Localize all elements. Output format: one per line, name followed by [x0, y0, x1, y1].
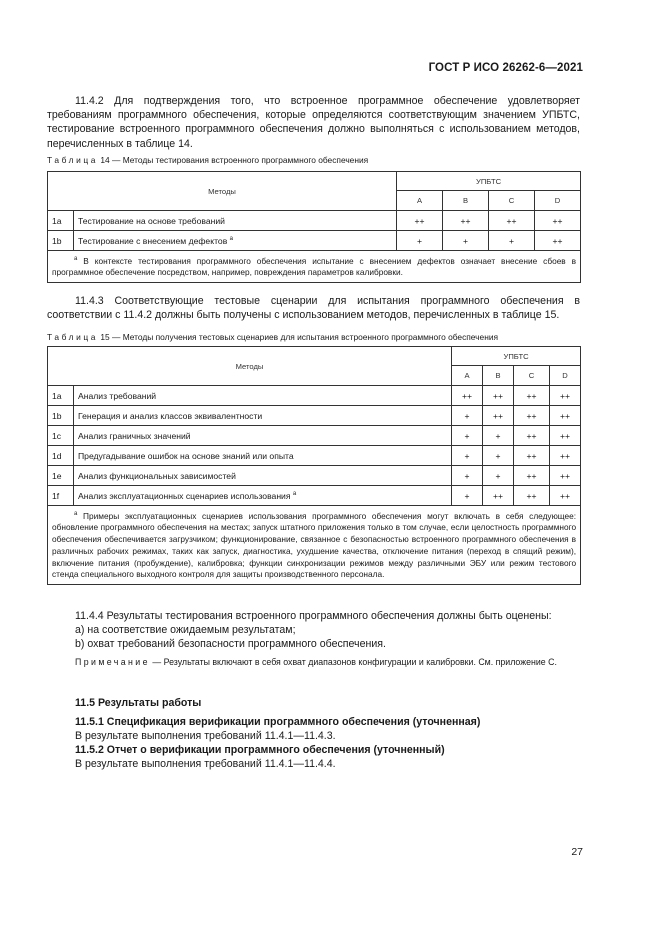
table-15-footnote — [48, 506, 581, 585]
value-a: + — [452, 486, 483, 506]
row-id: 1b — [48, 231, 74, 251]
row-id: 1a — [48, 386, 74, 406]
asil-header: УПБТС — [397, 172, 581, 191]
paragraph-number: 11.4.2 — [75, 95, 104, 107]
note-label: Примечание — [75, 657, 150, 667]
value-a: + — [452, 426, 483, 446]
asil-level-d: D — [535, 191, 581, 211]
paragraph-11-4-4 — [47, 609, 580, 623]
table-row — [48, 466, 581, 486]
asil-level-c: C — [514, 366, 550, 386]
paragraph-text: Соответствующие тестовые сценарии для испытания программного обеспечения в соответствии с 11.4.2 должны быть получены с использованием методов, перечисленных в таблице 15. — [47, 295, 580, 322]
asil-level-b: B — [443, 191, 489, 211]
section-heading-11-5: 11.5 Результаты работы — [75, 697, 202, 709]
value-b: ++ — [483, 386, 514, 406]
table-row — [48, 426, 581, 446]
row-id: 1d — [48, 446, 74, 466]
value-b: ++ — [483, 406, 514, 426]
paragraph-11-4-2 — [47, 94, 580, 151]
row-id: 1b — [48, 406, 74, 426]
section-text-11-5-2: В результате выполнения требований 11.4.1—11.4.4. — [75, 758, 336, 770]
value-d: ++ — [535, 231, 581, 251]
value-b: + — [443, 231, 489, 251]
asil-level-d: D — [550, 366, 581, 386]
note-paragraph — [47, 656, 580, 668]
caption-text: 14 — Методы тестирования встроенного программного обеспечения — [100, 155, 369, 165]
table-row — [48, 211, 581, 231]
value-d: ++ — [535, 211, 581, 231]
section-heading-11-5-2: 11.5.2 Отчет о верификации программного обеспечения (уточненный) — [75, 744, 445, 756]
section-heading-11-5-1: 11.5.1 Спецификация верификации программного обеспечения (уточненная) — [75, 716, 481, 728]
value-c: ++ — [514, 466, 550, 486]
asil-level-c: C — [489, 191, 535, 211]
row-method: Тестирование на основе требований — [74, 211, 397, 231]
value-b: + — [483, 426, 514, 446]
methods-header: Методы — [48, 172, 397, 211]
asil-level-b: B — [483, 366, 514, 386]
footnote-text: Примеры эксплуатационных сценариев использования программного обеспечения могут включать в себя следующее: обновление программного обеспечения на местах; запуск штатного приложения только в том случае, если целостность программного обеспечения обеспечивается загрузчиком; функционирование, связанное с безопасностью встроенного программного обеспечения в различных рабочих режимах, таких как запуск, диагностика, ухудшение качества, отключение питания (переход в спящий режим), включение питания (пробуждение), калибровка; функции синхронизации режимов между различными ЭБУ или режим тестового стенда специального выходного контроля для защиты производственного персонала. — [52, 510, 577, 580]
asil-level-a: A — [452, 366, 483, 386]
table-row — [48, 446, 581, 466]
row-id: 1a — [48, 211, 74, 231]
value-d: ++ — [550, 386, 581, 406]
footnote-mark: a — [229, 235, 233, 242]
asil-level-a: A — [397, 191, 443, 211]
paragraph-number: 11.4.4 — [75, 610, 104, 622]
value-d: ++ — [550, 486, 581, 506]
value-c: + — [489, 231, 535, 251]
value-b: + — [483, 466, 514, 486]
value-a: ++ — [397, 211, 443, 231]
list-item: b) охват требований безопасности программного обеспечения. — [75, 638, 386, 650]
value-b: + — [483, 446, 514, 466]
row-id: 1f — [48, 486, 74, 506]
value-d: ++ — [550, 466, 581, 486]
row-method: Анализ функциональных зависимостей — [74, 466, 452, 486]
caption-label: Таблица — [47, 155, 99, 165]
value-c: ++ — [514, 486, 550, 506]
value-c: ++ — [514, 386, 550, 406]
table-14-caption — [47, 155, 368, 165]
value-b: ++ — [443, 211, 489, 231]
value-d: ++ — [550, 446, 581, 466]
footnote-text: В контексте тестирования программного обеспечения испытание с внесением дефектов означает внесение сбоев в программное обеспечение посредством, например, повреждения параметров калибровки. — [52, 255, 577, 278]
value-d: ++ — [550, 406, 581, 426]
row-method: Анализ требований — [74, 386, 452, 406]
row-method: Генерация и анализ классов эквивалентности — [74, 406, 452, 426]
table-15-caption — [47, 332, 498, 342]
paragraph-number: 11.4.3 — [75, 295, 104, 307]
paragraph-11-4-3 — [47, 294, 580, 322]
row-method: Предугадывание ошибок на основе знаний или опыта — [74, 446, 452, 466]
value-b: ++ — [483, 486, 514, 506]
table-row — [48, 231, 581, 251]
table-row — [48, 406, 581, 426]
document-header: ГОСТ Р ИСО 26262-6—2021 — [428, 62, 583, 74]
list-item: а) на соответствие ожидаемым результатам; — [75, 624, 296, 636]
paragraph-text: Для подтверждения того, что встроенное программное обеспечение удовлетворяет требованиям программного обеспечения, которые определяются соответствующим значением УПБТС, тестирование встроенного программного обеспечения должно выполняться с использованием методов, перечисленных в таблице 14. — [47, 95, 581, 150]
table-row — [48, 486, 581, 506]
row-method: Тестирование с внесением дефектов $^a$ — [74, 231, 397, 251]
caption-text: 15 — Методы получения тестовых сценариев для испытания встроенного программного обеспечения — [100, 332, 499, 342]
table-14 — [47, 171, 581, 283]
footnote-mark: a — [74, 511, 78, 517]
methods-header: Методы — [48, 347, 452, 386]
value-c: ++ — [514, 426, 550, 446]
row-method: Анализ эксплуатационных сценариев использования $^a$ — [74, 486, 452, 506]
value-a: + — [452, 446, 483, 466]
table-15 — [47, 346, 581, 585]
caption-label: Таблица — [47, 332, 99, 342]
value-d: ++ — [550, 426, 581, 446]
note-text: — Результаты включают в себя охват диапазонов конфигурации и калибровки. См. приложение С. — [152, 657, 557, 667]
value-c: ++ — [514, 446, 550, 466]
paragraph-text: Результаты тестирования встроенного программного обеспечения должны быть оценены: — [106, 610, 552, 622]
row-method: Анализ граничных значений — [74, 426, 452, 446]
row-id: 1e — [48, 466, 74, 486]
value-a: ++ — [452, 386, 483, 406]
row-id: 1c — [48, 426, 74, 446]
footnote-mark: a — [74, 256, 78, 262]
footnote-mark: a — [292, 490, 297, 497]
table-row — [48, 386, 581, 406]
section-text-11-5-1: В результате выполнения требований 11.4.1—11.4.3. — [75, 730, 336, 742]
asil-header: УПБТС — [452, 347, 581, 366]
page-number: 27 — [571, 846, 583, 858]
value-a: + — [452, 406, 483, 426]
value-c: ++ — [514, 406, 550, 426]
value-c: ++ — [489, 211, 535, 231]
value-a: + — [452, 466, 483, 486]
value-a: + — [397, 231, 443, 251]
table-14-footnote — [48, 251, 581, 283]
